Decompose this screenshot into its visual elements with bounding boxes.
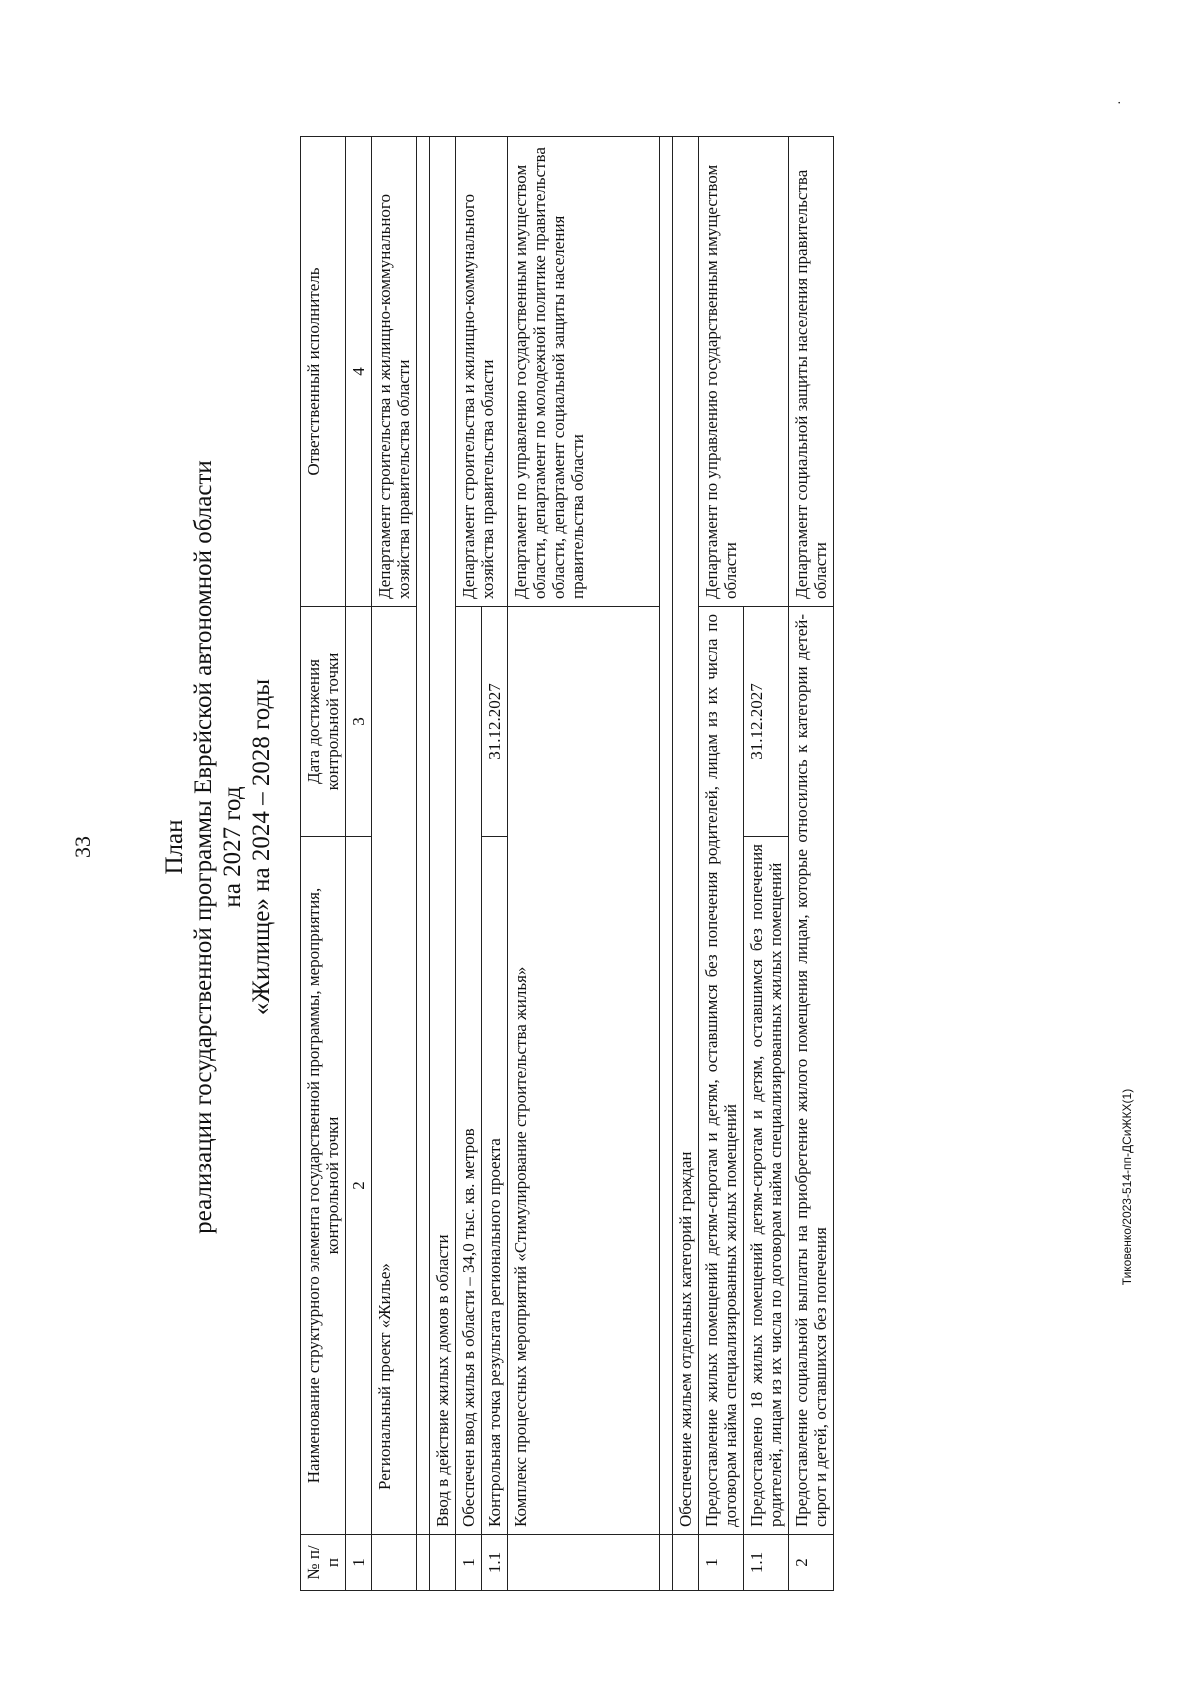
row-responsible: Департамент социальной защиты населения правительства области bbox=[789, 137, 834, 607]
complex-responsible: Департамент по управлению государственным имуществом области, департамент по молодежной политике правительства области, департамент социальной защиты населения правительства области bbox=[508, 137, 660, 607]
table-row bbox=[699, 137, 744, 1591]
row-responsible: Департамент строительства и жилищно-коммунального хозяйства правительства области bbox=[456, 137, 508, 607]
row-name: Предоставление жилых помещений детям-сиротам и детям, оставшимся без попечения родителей, лицам из их числа по договорам найма специализированных жилых помещений bbox=[699, 607, 744, 1535]
num-cell bbox=[430, 1535, 456, 1591]
table-row bbox=[456, 137, 482, 1591]
header-responsible: Ответственный исполнитель bbox=[301, 137, 346, 607]
header-date: Дата достижения контрольной точки bbox=[301, 607, 346, 837]
row-num: 1.1 bbox=[744, 1535, 789, 1591]
num-cell bbox=[508, 1535, 660, 1591]
title-line-2: реализации государственной программы Еврейской автономной области bbox=[190, 460, 217, 1234]
num-cell bbox=[673, 1535, 699, 1591]
document-title bbox=[160, 297, 276, 1397]
row-name: Контрольная точка результата регионального проекта bbox=[482, 837, 508, 1535]
table-row bbox=[789, 137, 834, 1591]
table-row-section bbox=[430, 137, 456, 1591]
project-name: Региональный проект «Жилье» bbox=[372, 607, 417, 1535]
section-housing: Ввод в действие жилых домов в области bbox=[430, 137, 456, 1535]
column-number: 2 bbox=[346, 837, 372, 1535]
row-name: Обеспечен ввод жилья в области – 34,0 тыс. кв. метров bbox=[456, 607, 482, 1535]
row-date: 31.12.2027 bbox=[744, 607, 789, 837]
table-row-complex bbox=[508, 137, 660, 1591]
table-row-section bbox=[673, 137, 699, 1591]
row-name: Предоставление социальной выплаты на приобретение жилого помещения лицам, которые относились к категории детей-сирот и детей, оставшихся без попечения bbox=[789, 607, 834, 1535]
row-num: 1 bbox=[456, 1535, 482, 1591]
header-num: № п/п bbox=[301, 1535, 346, 1591]
row-num: 1 bbox=[699, 1535, 744, 1591]
row-name: Предоставлено 18 жилых помещений детям-сиротам и детям, оставшимся без попечения родителей, лицам из их числа по договорам найма специализированных жилых помещений bbox=[744, 837, 789, 1535]
complex-name: Комплекс процессных мероприятий «Стимулирование строительства жилья» bbox=[508, 607, 660, 1535]
column-number: 3 bbox=[346, 607, 372, 837]
row-num: 2 bbox=[789, 1535, 834, 1591]
title-line-1: План bbox=[161, 819, 188, 875]
spacer-row bbox=[417, 137, 430, 1591]
column-number: 4 bbox=[346, 137, 372, 607]
row-date: 31.12.2027 bbox=[482, 607, 508, 837]
table-row-project bbox=[372, 137, 417, 1591]
num-cell bbox=[372, 1535, 417, 1591]
spacer-row bbox=[660, 137, 673, 1591]
project-responsible: Департамент строительства и жилищно-коммунального хозяйства правительства области bbox=[372, 137, 417, 607]
section-social: Обеспечение жильем отдельных категорий граждан bbox=[673, 137, 699, 1535]
row-num: 1.1 bbox=[482, 1535, 508, 1591]
title-line-4: «Жилище» на 2024 – 2028 годы bbox=[248, 678, 275, 1016]
header-name: Наименование структурного элемента государственной программы, мероприятия, контрольной точки bbox=[301, 837, 346, 1535]
column-number: 1 bbox=[346, 1535, 372, 1591]
plan-table bbox=[300, 136, 834, 1591]
table-header-row bbox=[301, 137, 346, 1591]
title-line-3: на 2027 год bbox=[219, 786, 246, 908]
column-number-row bbox=[346, 137, 372, 1591]
page-number: 33 bbox=[70, 836, 95, 858]
row-responsible: Департамент по управлению государственным имуществом области bbox=[699, 137, 789, 607]
document-code: Тиковенко/2023-514-пп-ДСиЖКХ(1) bbox=[1120, 1088, 1134, 1286]
scan-dot: · bbox=[1113, 100, 1128, 105]
